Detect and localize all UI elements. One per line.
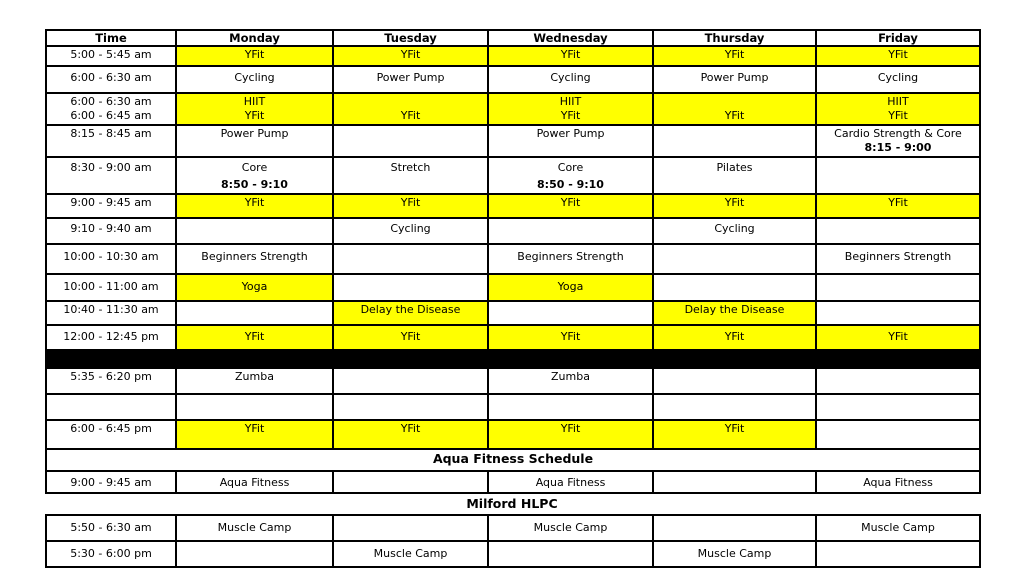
class-cell: Yoga [488,274,653,301]
class-line: YFit [888,109,908,122]
class-cell: YFit [488,46,653,66]
time-cell: 6:00 - 6:45 pm [46,420,176,449]
table-row [46,274,980,301]
class-cell [816,420,980,449]
class-cell: Beginners Strength [816,244,980,274]
class-cell: Muscle Camp [488,515,653,541]
main-schedule-table [45,29,981,494]
time-cell: 12:00 - 12:45 pm [46,325,176,350]
class-cell [333,93,488,125]
table-row [46,194,980,218]
class-cell [488,301,653,325]
class-cell [816,301,980,325]
class-cell [176,218,333,244]
class-cell: Aqua Fitness [488,471,653,493]
header-wednesday: Wednesday [488,30,653,46]
class-cell: YFit [653,420,816,449]
class-cell: YFit [653,194,816,218]
class-cell: Beginners Strength [176,244,333,274]
class-cell [333,244,488,274]
class-cell: Cycling [816,66,980,93]
class-cell [176,301,333,325]
class-cell [488,218,653,244]
class-cell [488,541,653,567]
header-monday: Monday [176,30,333,46]
class-cell: Zumba [176,368,333,394]
header-thursday: Thursday [653,30,816,46]
aqua-title-row [46,449,980,471]
table-row [46,157,980,194]
class-cell [816,368,980,394]
class-cell: Power Pump [653,66,816,93]
header-friday: Friday [816,30,980,46]
class-line: YFit [724,109,745,122]
class-cell [333,368,488,394]
class-line [656,95,813,109]
class-cell: Zumba [488,368,653,394]
table-row [46,46,980,66]
class-cell: YFit [653,46,816,66]
time-cell: 6:00 - 6:30 am [46,66,176,93]
time-cell: 10:00 - 11:00 am [46,274,176,301]
class-cell: Yoga [176,274,333,301]
class-cell: YFit [176,325,333,350]
class-cell [176,394,333,420]
class-cell [816,541,980,567]
time-cell: 10:00 - 10:30 am [46,244,176,274]
class-cell [333,274,488,301]
table-row [46,541,980,567]
table-row [46,218,980,244]
class-cell [176,541,333,567]
class-cell [488,394,653,420]
header-time: Time [46,30,176,46]
class-line [336,95,485,109]
class-cell: Muscle Camp [816,515,980,541]
table-row [46,66,980,93]
class-cell: YFit [333,194,488,218]
time-cell: 9:10 - 9:40 am [46,218,176,244]
class-cell [653,368,816,394]
table-row [46,394,980,420]
milford-table [45,514,981,568]
class-line: HIIT [243,95,266,108]
header-row [46,30,980,46]
aqua-section-title: Aqua Fitness Schedule [46,449,980,471]
class-cell [176,93,333,125]
class-cell: YFit [816,194,980,218]
time-cell: 5:35 - 6:20 pm [46,368,176,394]
class-cell: YFit [816,325,980,350]
class-cell [653,93,816,125]
class-cell: Muscle Camp [653,541,816,567]
table-row [46,244,980,274]
class-cell: Power Pump [488,125,653,157]
table-row [46,471,980,493]
table-row [46,325,980,350]
class-cell: YFit [333,325,488,350]
class-cell [176,157,333,194]
table-row [46,93,980,125]
time-cell: 9:00 - 9:45 am [46,471,176,493]
class-line: YFit [560,109,581,122]
table-row [46,368,980,394]
table-row [46,125,980,157]
class-cell [816,157,980,194]
class-cell [333,471,488,493]
class-cell [653,244,816,274]
class-subtime: 8:50 - 9:10 [537,178,604,191]
class-cell: Cycling [653,218,816,244]
class-cell: YFit [176,46,333,66]
time-cell: 9:00 - 9:45 am [46,194,176,218]
class-line: Cardio Strength & Core [834,127,962,140]
class-subtime: 8:15 - 9:00 [864,141,932,154]
class-cell: YFit [333,46,488,66]
class-line: Core [557,161,584,174]
table-row [46,515,980,541]
time-line: 6:00 - 6:45 am [70,109,152,122]
time-cell: 5:50 - 6:30 am [46,515,176,541]
class-cell [653,274,816,301]
time-cell: 5:00 - 5:45 am [46,46,176,66]
class-cell: Cycling [333,218,488,244]
class-cell: Cycling [176,66,333,93]
class-cell [653,125,816,157]
class-cell: Beginners Strength [488,244,653,274]
class-cell: YFit [488,194,653,218]
class-cell: YFit [176,420,333,449]
class-cell [816,125,980,157]
class-cell: YFit [488,325,653,350]
class-cell [816,93,980,125]
time-cell: 5:30 - 6:00 pm [46,541,176,567]
class-subtime: 8:50 - 9:10 [221,178,288,191]
class-cell [333,515,488,541]
class-cell: YFit [333,420,488,449]
black-divider [46,350,980,368]
class-line: YFit [400,109,421,122]
class-cell: YFit [488,420,653,449]
class-cell [653,515,816,541]
class-cell: Muscle Camp [333,541,488,567]
time-cell [46,93,176,125]
class-cell: YFit [176,194,333,218]
class-cell [653,471,816,493]
table-row [46,420,980,449]
class-cell [333,394,488,420]
class-line: HIIT [887,95,909,108]
class-cell: Aqua Fitness [816,471,980,493]
class-cell [816,274,980,301]
time-line: 6:00 - 6:30 am [70,95,152,108]
time-cell: 8:30 - 9:00 am [46,157,176,194]
class-cell: Cycling [488,66,653,93]
class-cell: Delay the Disease [333,301,488,325]
class-line: YFit [244,109,265,122]
class-line: HIIT [559,95,582,108]
class-cell: Pilates [653,157,816,194]
header-tuesday: Tuesday [333,30,488,46]
class-cell [488,93,653,125]
time-cell [46,394,176,420]
class-cell: YFit [816,46,980,66]
class-cell: Delay the Disease [653,301,816,325]
divider-row [46,350,980,368]
class-cell: Aqua Fitness [176,471,333,493]
class-cell: Stretch [333,157,488,194]
class-cell: Power Pump [176,125,333,157]
time-cell: 10:40 - 11:30 am [46,301,176,325]
class-cell: Power Pump [333,66,488,93]
milford-section-title: Milford HLPC [466,496,558,511]
fitness-schedule [45,29,979,568]
class-cell [333,125,488,157]
time-cell: 8:15 - 8:45 am [46,125,176,157]
table-row [46,301,980,325]
class-cell [488,157,653,194]
class-line: Core [241,161,268,174]
class-cell [816,394,980,420]
class-cell: Muscle Camp [176,515,333,541]
class-cell: YFit [653,325,816,350]
class-cell [816,218,980,244]
class-cell [653,394,816,420]
